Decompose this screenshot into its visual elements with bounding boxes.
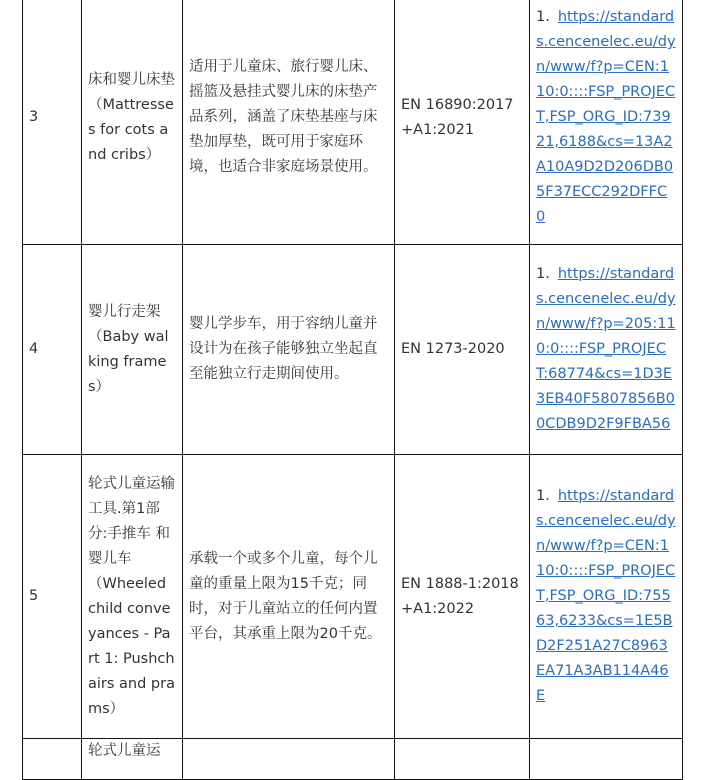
product-name-en: （Baby walking frames） <box>88 328 169 395</box>
link-index: 1. <box>536 488 550 504</box>
product-name-zh: 婴儿行走架 <box>88 303 161 320</box>
row-number-cell: 5 <box>23 455 82 739</box>
standard-cell: EN 16890:2017+A1:2021 <box>395 0 530 245</box>
link-cell <box>530 245 683 455</box>
product-name-en: （Wheeled child conveyances - Part 1: Pushchairs and prams） <box>88 575 175 717</box>
product-name-cell <box>82 455 183 739</box>
row-number-cell: 3 <box>23 0 82 245</box>
standard-cell: EN 1273-2020 <box>395 245 530 455</box>
table-row <box>23 739 683 780</box>
link-cell <box>530 0 683 245</box>
description-cell <box>183 739 395 780</box>
link-index: 1. <box>536 266 550 282</box>
product-name-cell <box>82 739 183 780</box>
standard-cell <box>395 739 530 780</box>
product-name-zh: 轮式儿童运 <box>88 743 161 759</box>
description-cell: 承载一个或多个儿童，每个儿童的重量上限为15千克；同时，对于儿童站立的任何内置平台，其承重上限为20千克。 <box>183 455 395 739</box>
standards-table <box>22 0 683 780</box>
link-index: 1. <box>536 9 550 25</box>
standard-cell: EN 1888-1:2018+A1:2022 <box>395 455 530 739</box>
description-cell: 婴儿学步车，用于容纳儿童并设计为在孩子能够独立坐起直至能独立行走期间使用。 <box>183 245 395 455</box>
table-row <box>23 455 683 739</box>
product-name-zh: 轮式儿童运输工具.第1部分:手推车 和婴儿车 <box>88 475 175 567</box>
standard-link[interactable]: https://standards.cencenelec.eu/dyn/www/f?p=205:110:0::::FSP_PROJECT:68774&cs=1D3E3EB40F5807856B00CDB9D2F9FBA56 <box>536 266 676 432</box>
row-number-cell <box>23 739 82 780</box>
table-row <box>23 0 683 245</box>
product-name-cell <box>82 0 183 245</box>
standard-link[interactable]: https://standards.cencenelec.eu/dyn/www/f?p=CEN:110:0::::FSP_PROJECT,FSP_ORG_ID:73921,6188&cs=13A2A10A9D2D206DB05F37ECC292DFFC0 <box>536 9 676 225</box>
product-name-cell <box>82 245 183 455</box>
table-row <box>23 245 683 455</box>
row-number-cell: 4 <box>23 245 82 455</box>
link-cell <box>530 739 683 780</box>
link-cell <box>530 455 683 739</box>
product-name-en: （Mattresses for cots and cribs） <box>88 96 174 163</box>
description-cell: 适用于儿童床、旅行婴儿床、摇篮及悬挂式婴儿床的床垫产品系列，涵盖了床垫基座与床垫加厚垫，既可用于家庭环境，也适合非家庭场景使用。 <box>183 0 395 245</box>
standard-link[interactable]: https://standards.cencenelec.eu/dyn/www/f?p=CEN:110:0::::FSP_PROJECT,FSP_ORG_ID:75563,6233&cs=1E5BD2F251A27C8963EA71A3AB114A46E <box>536 488 676 704</box>
product-name-zh: 床和婴儿床垫 <box>88 71 175 88</box>
